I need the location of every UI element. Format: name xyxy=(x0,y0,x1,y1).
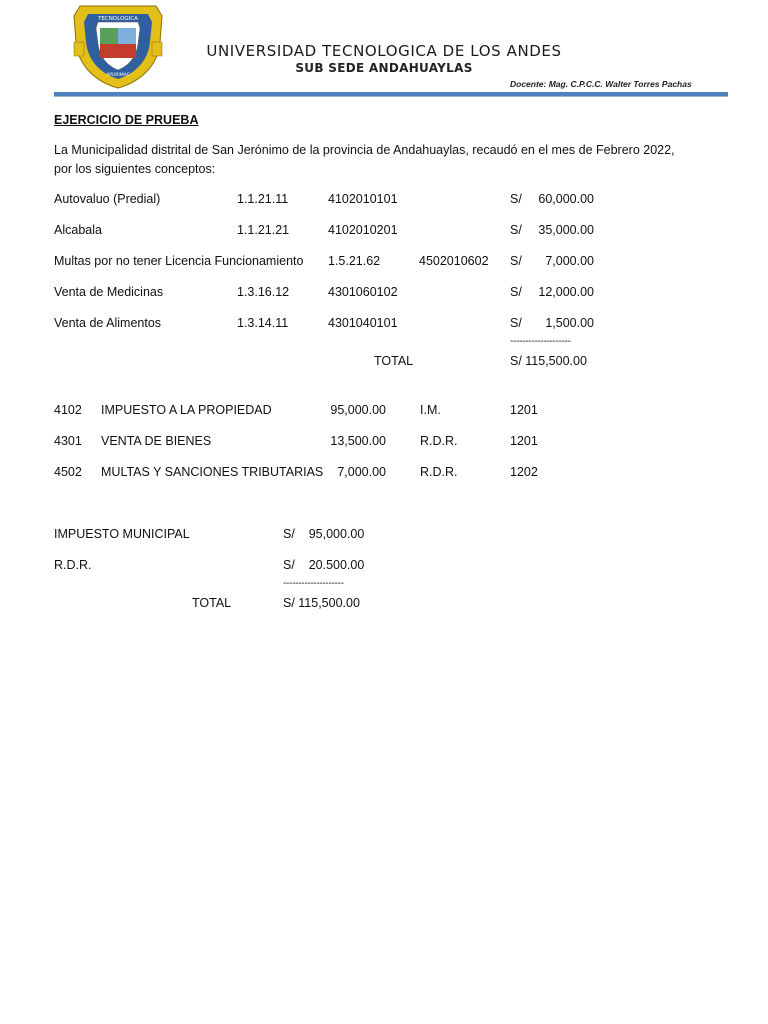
source-value: S/ 20.500.00 xyxy=(283,558,365,572)
university-title: UNIVERSIDAD TECNOLOGICA DE LOS ANDES xyxy=(206,42,562,60)
summary-amount: 7,000.00 xyxy=(337,465,386,479)
summary-source: I.M. xyxy=(420,403,441,417)
concept-name: Autovaluo (Predial) xyxy=(54,192,161,206)
summary-num: 1201 xyxy=(510,403,538,417)
concept-amount: 12,000.00 xyxy=(538,285,594,299)
summary-amount: 95,000.00 xyxy=(330,403,386,417)
concept-currency: S/ xyxy=(510,223,522,237)
concept-name: Alcabala xyxy=(54,223,102,237)
sources-divider: -------------------- xyxy=(283,578,344,589)
summary-source: R.D.R. xyxy=(420,465,458,479)
concept-name: Venta de Medicinas xyxy=(54,285,164,299)
concept-currency: S/ xyxy=(510,316,522,330)
concept-currency: S/ xyxy=(510,254,522,268)
summary-amount: 13,500.00 xyxy=(330,434,386,448)
total-value: S/ 115,500.00 xyxy=(510,354,587,368)
concept-currency: S/ xyxy=(510,192,522,206)
concept-amount: 1,500.00 xyxy=(545,316,594,330)
docente-label: Docente: Mag. C.P.C.C. Walter Torres Pachas xyxy=(510,79,692,89)
logo-text-top: TECNOLOGICA xyxy=(98,16,138,22)
concept-account: 4502010602 xyxy=(419,254,489,268)
concept-code: 1.1.21.21 xyxy=(237,223,290,237)
concept-name: Venta de Alimentos xyxy=(54,316,162,330)
summary-source: R.D.R. xyxy=(420,434,458,448)
exercise-title: EJERCICIO DE PRUEBA xyxy=(54,113,199,127)
source-label: R.D.R. xyxy=(54,558,92,572)
concept-amount: 60,000.00 xyxy=(538,192,594,206)
intro-line-1: La Municipalidad distrital de San Jerónimo de la provincia de Andahuaylas, recaudó en el mes de Febrero 2022, xyxy=(54,143,675,157)
summary-code: 4102 xyxy=(54,403,82,417)
concept-currency: S/ xyxy=(510,285,522,299)
concept-account: 4301060102 xyxy=(328,285,398,299)
logo-text-bottom: APURIMAC xyxy=(106,73,130,78)
summary-code: 4502 xyxy=(54,465,82,479)
concept-account: 4102010101 xyxy=(328,192,398,206)
concept-code: 1.5.21.62 xyxy=(328,254,381,268)
total-label: TOTAL xyxy=(374,354,414,368)
concept-amount: 7,000.00 xyxy=(545,254,594,268)
summary-code: 4301 xyxy=(54,434,82,448)
intro-line-2: por los siguientes conceptos: xyxy=(54,162,216,176)
concept-code: 1.3.16.12 xyxy=(237,285,290,299)
sources-total-value: S/ 115,500.00 xyxy=(283,596,360,610)
concept-code: 1.3.14.11 xyxy=(237,316,289,330)
sources-total-label: TOTAL xyxy=(192,596,232,610)
summary-desc: VENTA DE BIENES xyxy=(101,434,212,448)
concept-code: 1.1.21.11 xyxy=(237,192,289,206)
concept-account: 4301040101 xyxy=(328,316,398,330)
summary-num: 1201 xyxy=(510,434,538,448)
source-value: S/ 95,000.00 xyxy=(283,527,365,541)
concept-name: Multas por no tener Licencia Funcionamiento xyxy=(54,254,304,268)
summary-num: 1202 xyxy=(510,465,538,479)
concept-amount: 35,000.00 xyxy=(538,223,594,237)
summary-desc: IMPUESTO A LA PROPIEDAD xyxy=(101,403,272,417)
concept-account: 4102010201 xyxy=(328,223,398,237)
summary-desc: MULTAS Y SANCIONES TRIBUTARIAS xyxy=(101,465,324,479)
source-label: IMPUESTO MUNICIPAL xyxy=(54,527,190,541)
subsede-title: SUB SEDE ANDAHUAYLAS xyxy=(295,61,473,75)
total-divider: -------------------- xyxy=(510,336,571,347)
header-rule-shadow xyxy=(54,96,728,97)
